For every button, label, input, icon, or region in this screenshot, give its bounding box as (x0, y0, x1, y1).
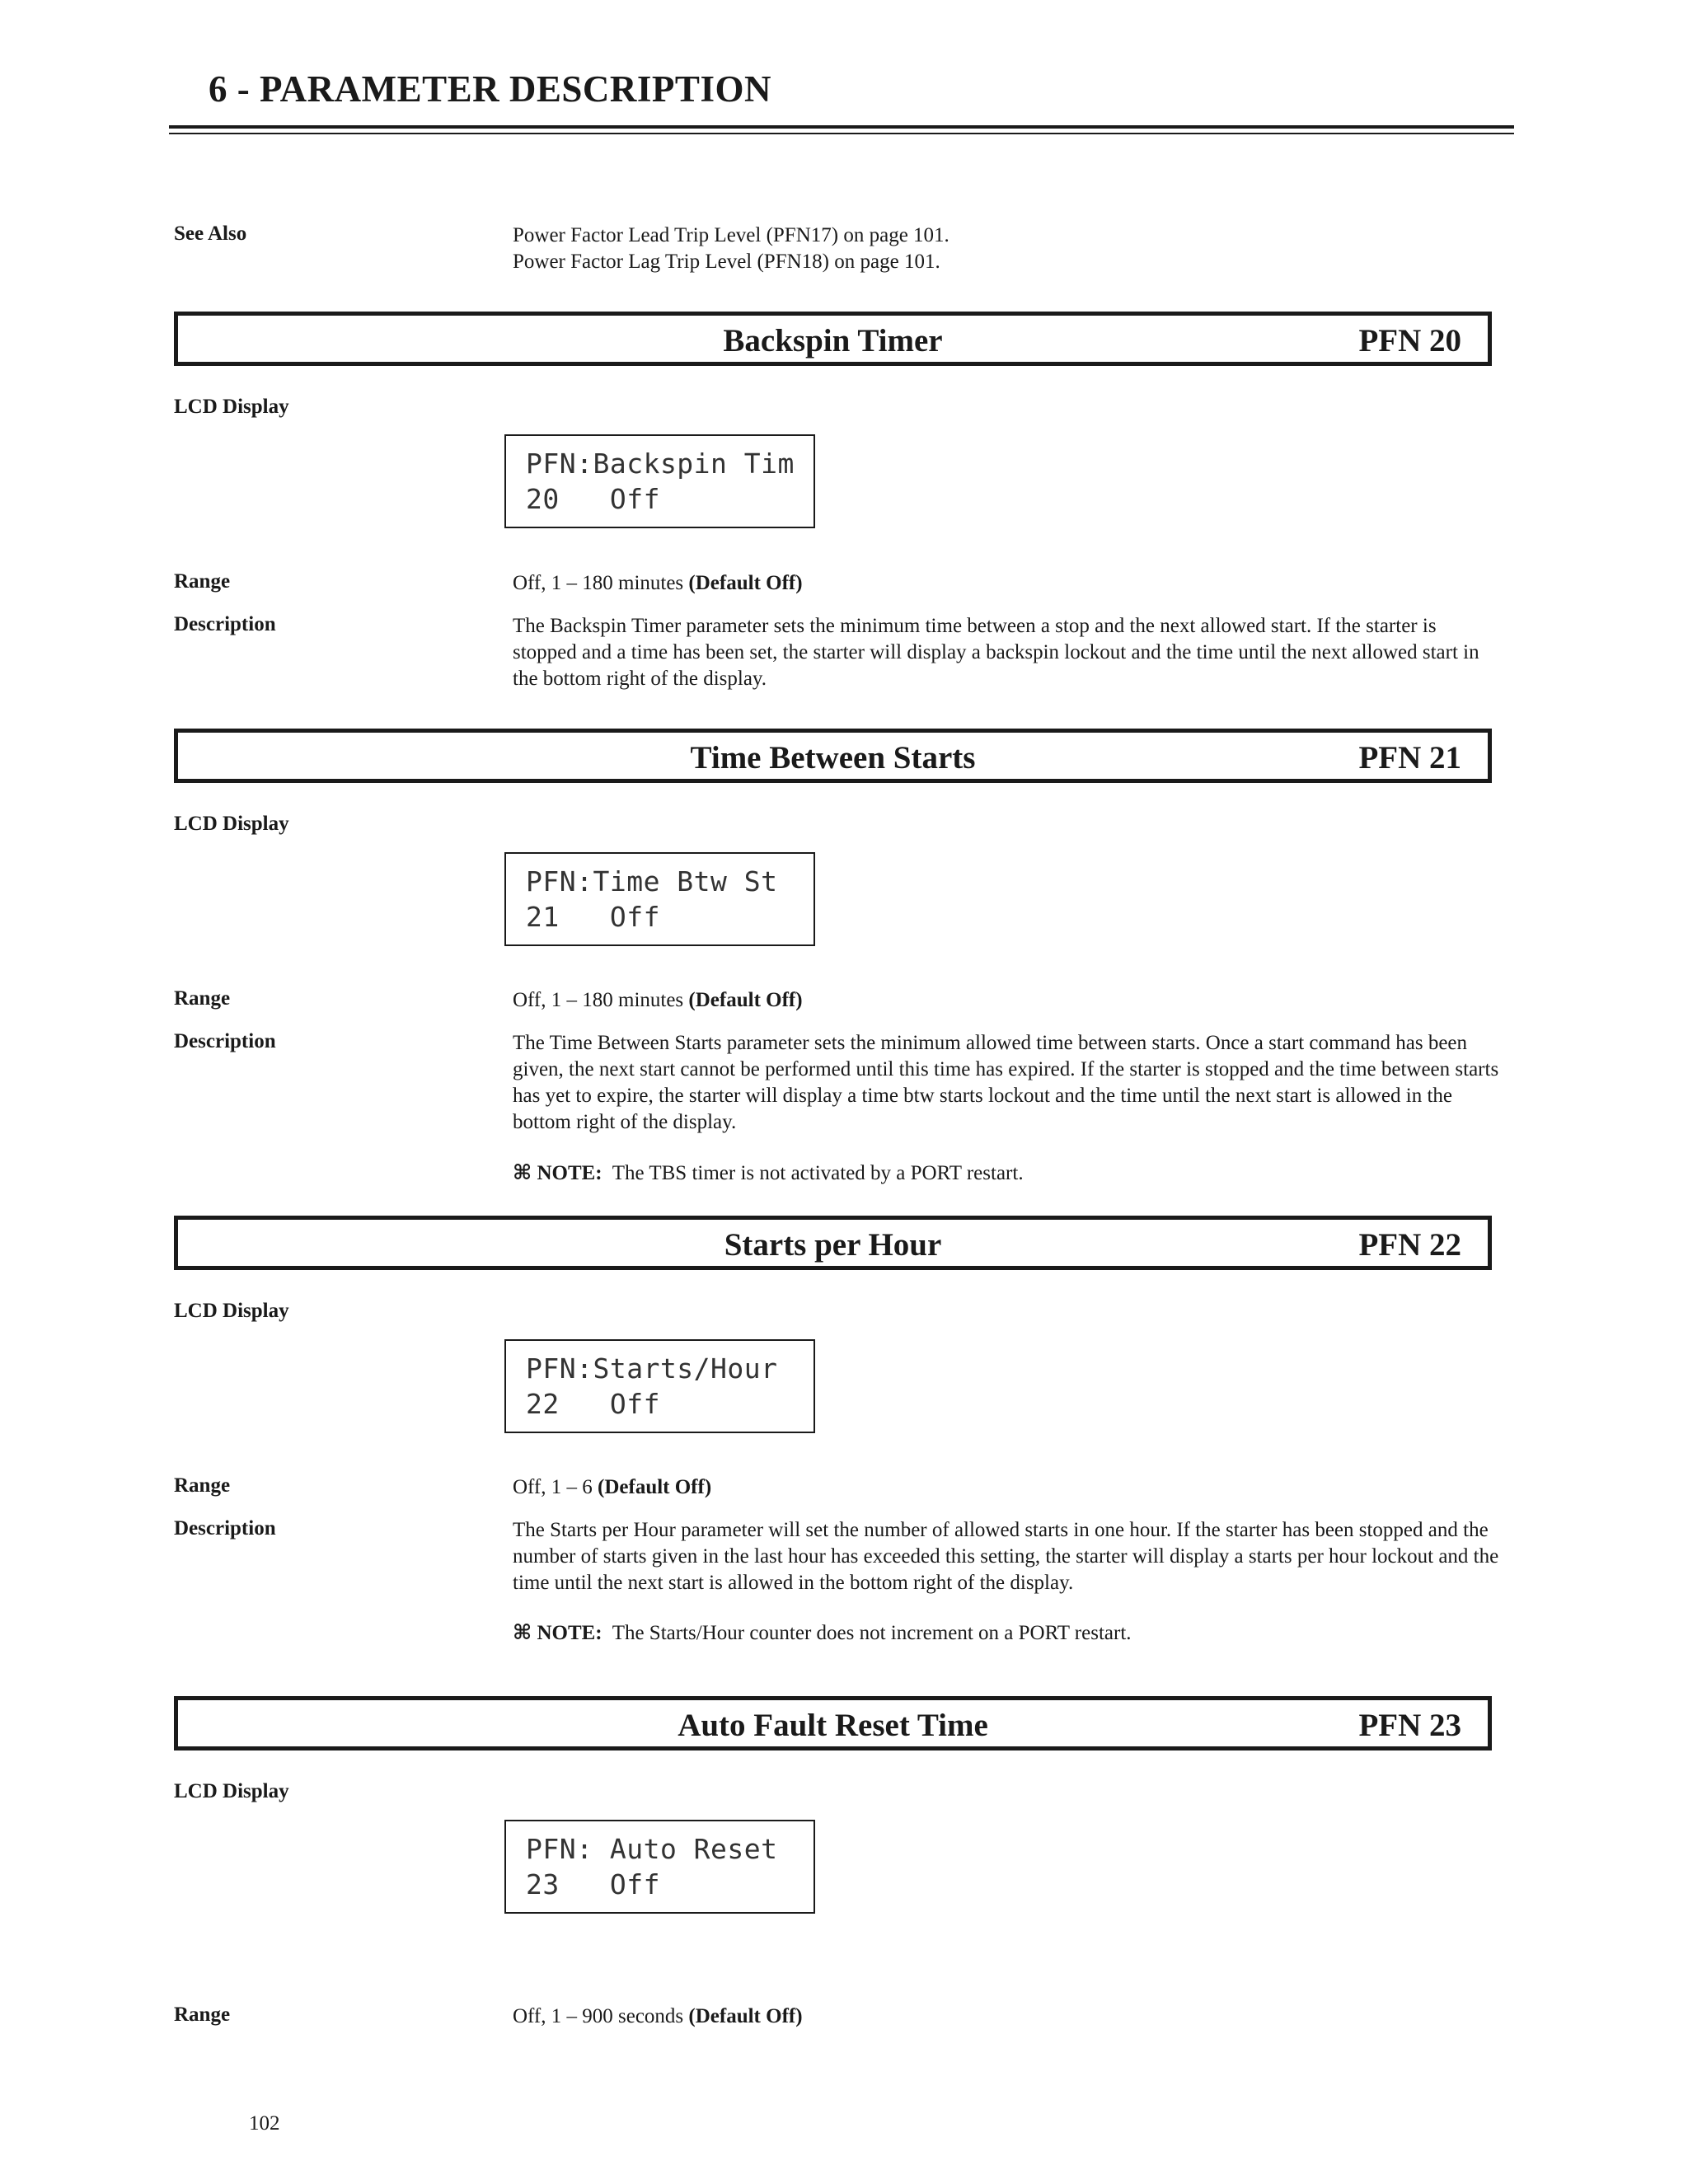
range-text: Off, 1 – 6 (513, 1476, 593, 1498)
range-value (513, 1474, 1502, 1501)
see-also-label: See Also (174, 223, 247, 245)
range-label: Range (174, 2004, 231, 2026)
lcd-display-box (504, 434, 815, 528)
lcd-line-2: 22 Off (526, 1388, 660, 1420)
description-label: Description (174, 1030, 276, 1052)
lcd-display-label: LCD Display (174, 1300, 289, 1322)
lcd-display-box (504, 1339, 815, 1433)
lcd-line-2: 23 Off (526, 1868, 660, 1900)
description-label: Description (174, 613, 276, 635)
section-header-auto-fault-reset-time (174, 1696, 1492, 1750)
description-label: Description (174, 1517, 276, 1540)
section-code: PFN 21 (1358, 740, 1461, 776)
lcd-line-2: 21 Off (526, 901, 660, 933)
range-default: (Default Off) (688, 2005, 803, 2027)
see-also-line: Power Factor Lead Trip Level (PFN17) on page 101. (513, 224, 950, 246)
lcd-display-label: LCD Display (174, 396, 289, 418)
lcd-line-2: 20 Off (526, 483, 660, 515)
lcd-line-1: PFN: Auto Reset (526, 1833, 778, 1865)
range-text: Off, 1 – 900 seconds (513, 2005, 684, 2027)
range-default: (Default Off) (688, 989, 803, 1011)
range-label: Range (174, 570, 231, 593)
range-label: Range (174, 987, 231, 1010)
note-prefix: ⌘ NOTE: (513, 1162, 603, 1184)
section-header-starts-per-hour (174, 1216, 1492, 1270)
section-title: Time Between Starts (690, 740, 976, 776)
range-default: (Default Off) (688, 572, 803, 594)
range-value (513, 2004, 1502, 2030)
section-title: Auto Fault Reset Time (678, 1708, 988, 1743)
note (513, 1160, 1502, 1187)
lcd-display-label: LCD Display (174, 813, 289, 835)
description-text: The Time Between Starts parameter sets the minimum allowed time between starts. Once a start command has been given, the next start cannot be performed until this time has expired. If the starter is stopped and the time between starts has yet to expire, the starter will display a time btw starts lockout and the time until the next start is allowed in the bottom right of the display. (513, 1032, 1499, 1133)
header-rule-thin (169, 133, 1514, 134)
range-text: Off, 1 – 180 minutes (513, 989, 684, 1011)
section-header-time-between-starts (174, 729, 1492, 783)
note (513, 1620, 1502, 1647)
see-also-line: Power Factor Lag Trip Level (PFN18) on page 101. (513, 251, 940, 273)
lcd-display-box (504, 1820, 815, 1914)
note-prefix: ⌘ NOTE: (513, 1622, 603, 1644)
section-header-backspin-timer (174, 312, 1492, 366)
section-title: Backspin Timer (723, 323, 943, 359)
range-label: Range (174, 1474, 231, 1497)
range-value (513, 570, 1502, 597)
section-code: PFN 23 (1358, 1708, 1461, 1743)
lcd-line-1: PFN:Time Btw St (526, 865, 778, 898)
note-text: The Starts/Hour counter does not increment on a PORT restart. (612, 1622, 1132, 1644)
page-number: 102 (249, 2112, 280, 2135)
lcd-display-box (504, 852, 815, 946)
range-text: Off, 1 – 180 minutes (513, 572, 684, 594)
section-code: PFN 22 (1358, 1227, 1461, 1263)
chapter-title: 6 - PARAMETER DESCRIPTION (209, 68, 771, 110)
lcd-line-1: PFN:Backspin Tim (526, 448, 795, 480)
header-rule-thick (169, 125, 1514, 129)
lcd-line-1: PFN:Starts/Hour (526, 1352, 778, 1385)
section-title: Starts per Hour (724, 1227, 942, 1263)
description-text: The Starts per Hour parameter will set the number of allowed starts in one hour. If the starter has been stopped and the number of starts given in the last hour has exceeded this setting, the starter will display a starts per hour lockout and the time until the next start is allowed in the bottom right of the display. (513, 1519, 1499, 1594)
lcd-display-label: LCD Display (174, 1780, 289, 1802)
section-code: PFN 20 (1358, 323, 1461, 359)
range-default: (Default Off) (598, 1476, 712, 1498)
see-also-references (513, 223, 1502, 275)
description-text: The Backspin Timer parameter sets the minimum time between a stop and the next allowed start. If the starter is stopped and a time has been set, the starter will display a backspin lockout and the time until the next allowed start in the bottom right of the display. (513, 615, 1479, 690)
range-value (513, 987, 1502, 1014)
note-text: The TBS timer is not activated by a PORT restart. (612, 1162, 1024, 1184)
